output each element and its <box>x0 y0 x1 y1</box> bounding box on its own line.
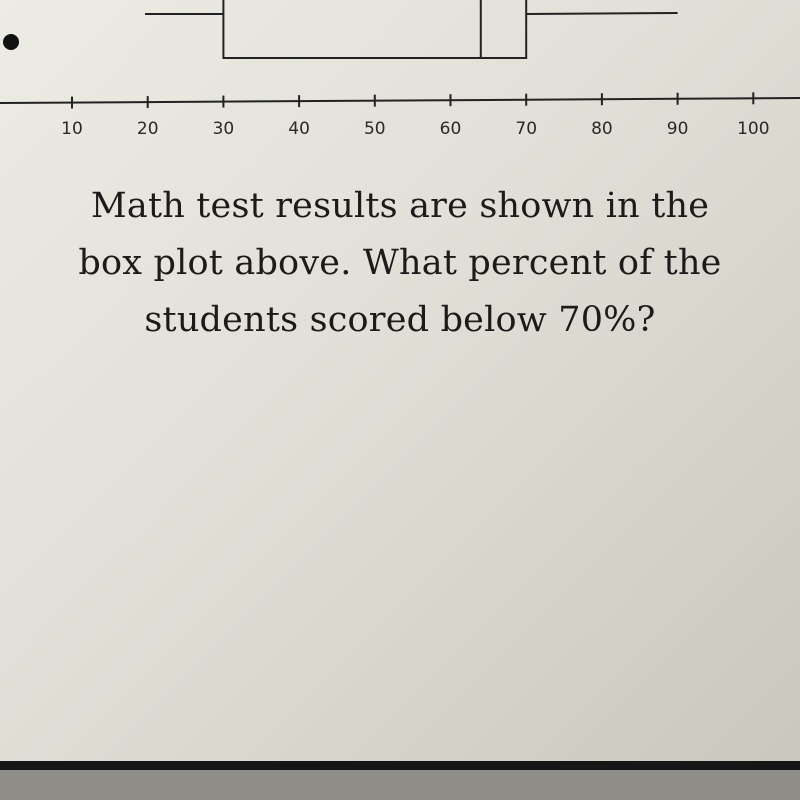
axis-tick-label: 40 <box>288 119 310 139</box>
axis-tick-label: 80 <box>591 119 613 139</box>
axis-tick-label: 100 <box>737 119 770 139</box>
axis-line <box>0 98 800 103</box>
axis-tick-label: 70 <box>515 119 538 139</box>
right-whisker <box>526 13 677 14</box>
axis-tick-label: 50 <box>363 119 386 139</box>
question-line: students scored below 70%? <box>144 300 656 340</box>
desk-surface <box>0 770 800 800</box>
question-line: Math test results are shown in the <box>90 186 710 226</box>
axis-tick-label: 30 <box>212 119 235 139</box>
axis-tick-label: 20 <box>136 119 159 139</box>
question-text <box>0 178 800 349</box>
number-line-axis <box>0 92 800 139</box>
page-bottom-border <box>0 761 800 770</box>
axis-tick-label: 10 <box>61 119 83 139</box>
question-line: box plot above. What percent of the <box>78 243 722 283</box>
outlier-dot <box>3 34 19 50</box>
axis-tick-label: 90 <box>666 119 689 139</box>
box-plot <box>145 0 678 58</box>
axis-tick-label: 60 <box>439 119 462 139</box>
